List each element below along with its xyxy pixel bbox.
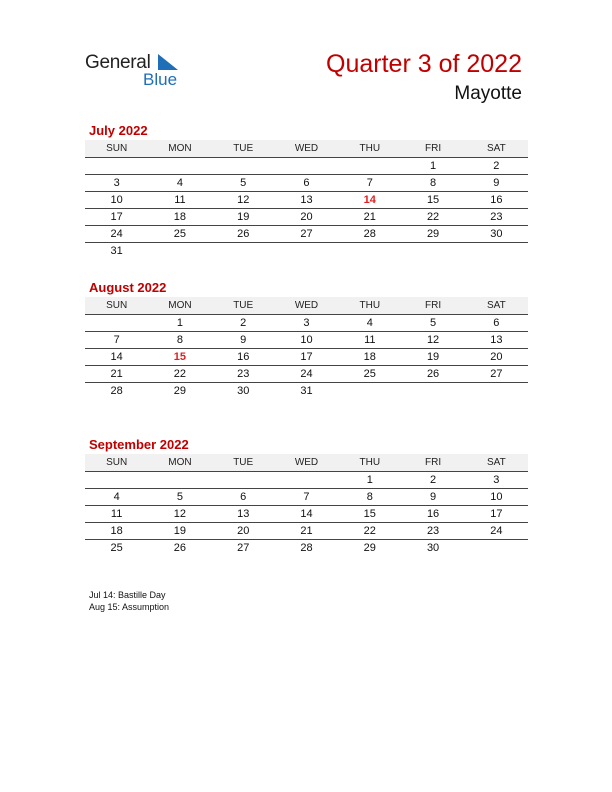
day-cell: 22 [401, 209, 464, 226]
day-cell: 5 [148, 489, 211, 506]
page-title: Quarter 3 of 2022 [326, 50, 522, 78]
month-title: September 2022 [89, 437, 189, 452]
day-cell: 17 [275, 349, 338, 366]
empty-day-cell [465, 540, 528, 556]
day-cell: 13 [212, 506, 275, 523]
day-cell: 3 [465, 472, 528, 489]
page-subtitle: Mayotte [454, 83, 522, 104]
day-cell: 2 [465, 158, 528, 175]
day-cell: 10 [275, 332, 338, 349]
day-cell: 28 [110, 385, 123, 397]
day-cell: 15 [338, 506, 401, 523]
day-cell: 7 [338, 175, 401, 192]
weekday-header: WED [275, 140, 338, 158]
day-cell: 22 [338, 523, 401, 540]
day-cell: 27 [275, 226, 338, 243]
weekday-header: MON [148, 297, 211, 315]
weekday-header: TUE [212, 140, 275, 158]
month-title: August 2022 [89, 280, 167, 295]
day-cell: 14 [338, 192, 401, 209]
weekday-header: THU [338, 140, 401, 158]
day-cell: 23 [465, 209, 528, 226]
day-cell: 13 [465, 332, 528, 349]
empty-day-cell [212, 158, 275, 175]
day-cell: 8 [148, 332, 211, 349]
day-cell: 25 [110, 542, 123, 554]
day-cell: 24 [85, 226, 148, 243]
weekday-header: FRI [401, 454, 464, 472]
day-cell: 6 [465, 315, 528, 332]
weekday-header: TUE [212, 454, 275, 472]
day-cell: 16 [465, 192, 528, 209]
weekday-header: SUN [85, 454, 148, 472]
day-cell: 21 [275, 523, 338, 540]
day-cell: 30 [465, 226, 528, 243]
day-cell: 28 [338, 226, 401, 243]
day-cell: 1 [401, 158, 464, 175]
day-cell: 10 [85, 192, 148, 209]
day-cell: 31 [300, 385, 313, 397]
day-cell: 25 [338, 366, 401, 383]
holiday-notes [89, 589, 169, 613]
month-september [85, 436, 528, 556]
day-cell: 17 [85, 209, 148, 226]
calendar-grid [85, 454, 528, 556]
day-cell: 30 [237, 385, 250, 397]
logo-triangle-icon [158, 54, 178, 70]
empty-day-cell [85, 315, 148, 332]
empty-day-cell [465, 383, 528, 399]
empty-day-cell [338, 383, 401, 399]
day-cell: 19 [148, 523, 211, 540]
day-cell: 9 [465, 175, 528, 192]
day-cell: 4 [148, 175, 211, 192]
day-cell: 27 [237, 542, 250, 554]
weekday-header: SAT [465, 297, 528, 315]
day-cell: 7 [85, 332, 148, 349]
calendar-grid [85, 140, 528, 259]
day-cell: 11 [85, 506, 148, 523]
weekday-header: SAT [465, 140, 528, 158]
month-august [85, 279, 528, 399]
day-cell: 20 [275, 209, 338, 226]
day-cell: 24 [465, 523, 528, 540]
day-cell: 31 [110, 245, 123, 257]
day-cell: 24 [275, 366, 338, 383]
weekday-header: SUN [85, 297, 148, 315]
day-cell: 23 [401, 523, 464, 540]
day-cell: 21 [85, 366, 148, 383]
empty-day-cell [338, 243, 401, 259]
holiday-note: Jul 14: Bastille Day [89, 590, 166, 600]
month-july [85, 122, 528, 259]
empty-day-cell [148, 158, 211, 175]
weekday-header: FRI [401, 297, 464, 315]
day-cell: 25 [148, 226, 211, 243]
day-cell: 5 [212, 175, 275, 192]
day-cell: 15 [148, 349, 211, 366]
day-cell: 14 [275, 506, 338, 523]
empty-day-cell [85, 472, 148, 489]
day-cell: 8 [338, 489, 401, 506]
day-cell: 5 [401, 315, 464, 332]
weekday-header: SUN [85, 140, 148, 158]
day-cell: 20 [465, 349, 528, 366]
day-cell: 11 [338, 332, 401, 349]
empty-day-cell [401, 383, 464, 399]
day-cell: 27 [465, 366, 528, 383]
logo-text-blue: Blue [143, 70, 178, 89]
empty-day-cell [148, 472, 211, 489]
day-cell: 19 [401, 349, 464, 366]
day-cell: 1 [338, 472, 401, 489]
day-cell: 16 [401, 506, 464, 523]
weekday-header: THU [338, 454, 401, 472]
day-cell: 8 [401, 175, 464, 192]
empty-day-cell [465, 243, 528, 259]
day-cell: 18 [338, 349, 401, 366]
day-cell: 26 [401, 366, 464, 383]
day-cell: 11 [148, 192, 211, 209]
day-cell: 6 [275, 175, 338, 192]
day-cell: 2 [212, 315, 275, 332]
logo-text-general: General [85, 52, 151, 73]
weekday-header: WED [275, 297, 338, 315]
empty-day-cell [401, 243, 464, 259]
day-cell: 26 [212, 226, 275, 243]
day-cell: 4 [338, 315, 401, 332]
empty-day-cell [338, 158, 401, 175]
day-cell: 18 [85, 523, 148, 540]
empty-day-cell [85, 158, 148, 175]
day-cell: 7 [275, 489, 338, 506]
day-cell: 19 [212, 209, 275, 226]
weekday-header: WED [275, 454, 338, 472]
day-cell: 22 [148, 366, 211, 383]
day-cell: 21 [338, 209, 401, 226]
day-cell: 6 [212, 489, 275, 506]
day-cell: 15 [401, 192, 464, 209]
calendar-grid [85, 297, 528, 399]
day-cell: 18 [148, 209, 211, 226]
empty-day-cell [275, 158, 338, 175]
empty-day-cell [212, 472, 275, 489]
day-cell: 30 [426, 542, 440, 554]
weekday-header: TUE [212, 297, 275, 315]
day-cell: 12 [148, 506, 211, 523]
day-cell: 29 [363, 542, 376, 554]
month-title: July 2022 [89, 123, 148, 138]
empty-day-cell [275, 472, 338, 489]
day-cell: 14 [85, 349, 148, 366]
day-cell: 29 [401, 226, 464, 243]
day-cell: 3 [275, 315, 338, 332]
day-cell: 9 [212, 332, 275, 349]
day-cell: 10 [465, 489, 528, 506]
day-cell: 9 [401, 489, 464, 506]
logo [85, 50, 195, 92]
day-cell: 12 [212, 192, 275, 209]
day-cell: 13 [275, 192, 338, 209]
empty-day-cell [212, 243, 275, 259]
weekday-header: THU [338, 297, 401, 315]
day-cell: 17 [465, 506, 528, 523]
day-cell: 4 [85, 489, 148, 506]
empty-day-cell [275, 243, 338, 259]
day-cell: 29 [173, 385, 187, 397]
day-cell: 23 [212, 366, 275, 383]
weekday-header: FRI [401, 140, 464, 158]
weekday-header: MON [148, 454, 211, 472]
weekday-header: SAT [465, 454, 528, 472]
day-cell: 26 [173, 542, 187, 554]
holiday-note: Aug 15: Assumption [89, 602, 170, 612]
day-cell: 16 [212, 349, 275, 366]
day-cell: 12 [401, 332, 464, 349]
day-cell: 3 [85, 175, 148, 192]
day-cell: 2 [401, 472, 464, 489]
day-cell: 20 [212, 523, 275, 540]
day-cell: 28 [300, 542, 313, 554]
day-cell: 1 [148, 315, 211, 332]
empty-day-cell [148, 243, 211, 259]
weekday-header: MON [148, 140, 211, 158]
